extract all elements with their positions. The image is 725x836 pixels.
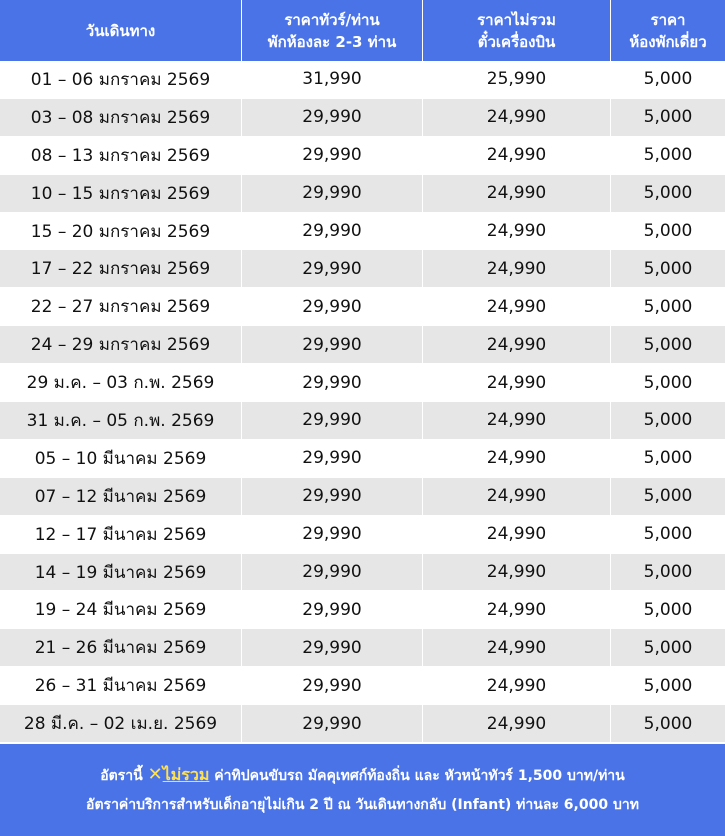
- cell-single: 5,000: [643, 334, 693, 355]
- cell-price: 31,990: [242, 61, 423, 98]
- cell-date: 28 มี.ค. – 02 เม.ย. 2569: [0, 705, 242, 742]
- cell-date: 05 – 10 มีนาคม 2569: [0, 440, 242, 477]
- footer-line1: [100, 760, 625, 791]
- cell-noflight: 24,990: [423, 705, 611, 742]
- header-noflight-line2: ตั๋วเครื่องบิน: [477, 32, 556, 51]
- cell-single: 5,000: [643, 410, 693, 431]
- cell-date: 15 – 20 มกราคม 2569: [0, 213, 242, 250]
- cell-date: 29 ม.ค. – 03 ก.พ. 2569: [0, 364, 242, 401]
- cell-price: 29,990: [242, 629, 423, 666]
- cell-noflight: 24,990: [423, 591, 611, 628]
- cell-date: 07 – 12 มีนาคม 2569: [0, 478, 242, 515]
- cell-noflight: 24,990: [423, 554, 611, 591]
- table-row: [0, 440, 725, 478]
- cell-price: 29,990: [242, 591, 423, 628]
- table-row: [0, 61, 725, 99]
- cell-noflight: 24,990: [423, 667, 611, 704]
- cell-date: 26 – 31 มีนาคม 2569: [0, 667, 242, 704]
- cell-price: 29,990: [242, 478, 423, 515]
- header-single-line2: ห้องพักเดี่ยว: [629, 32, 707, 51]
- table-row: [0, 705, 725, 743]
- footer-line1-prefix: อัตรานี้: [100, 768, 143, 784]
- cell-single: 5,000: [643, 258, 693, 279]
- x-mark-icon: ✕: [147, 764, 163, 785]
- cell-price: 29,990: [242, 137, 423, 174]
- cell-noflight: 24,990: [423, 175, 611, 212]
- cell-single: 5,000: [643, 599, 693, 620]
- cell-noflight: 24,990: [423, 213, 611, 250]
- cell-price: 29,990: [242, 516, 423, 553]
- cell-price: 29,990: [242, 667, 423, 704]
- cell-price: 29,990: [242, 250, 423, 287]
- cell-date: 01 – 06 มกราคม 2569: [0, 61, 242, 98]
- cell-single: 5,000: [643, 486, 693, 507]
- cell-single: 5,000: [643, 145, 693, 166]
- table-row: [0, 667, 725, 705]
- cell-date: 31 ม.ค. – 05 ก.พ. 2569: [0, 402, 242, 439]
- cell-price: 29,990: [242, 554, 423, 591]
- cell-single: 5,000: [643, 675, 693, 696]
- cell-date: 12 – 17 มีนาคม 2569: [0, 516, 242, 553]
- header-noflight-line1: ราคาไม่รวม: [477, 10, 556, 29]
- cell-date: 24 – 29 มกราคม 2569: [0, 326, 242, 363]
- header-date-label: วันเดินทาง: [85, 21, 156, 40]
- table-row: [0, 402, 725, 440]
- footer-note: [0, 744, 725, 836]
- footer-line2: อัตราค่าบริการสำหรับเด็กอายุไม่เกิน 2 ปี ณ วันเดินทางกลับ (Infant) ท่านละ 6,000 บาท: [86, 797, 639, 813]
- table-header: [0, 0, 725, 61]
- cell-price: 29,990: [242, 288, 423, 325]
- cell-single: 5,000: [643, 183, 693, 204]
- table-row: [0, 364, 725, 402]
- cell-noflight: 24,990: [423, 364, 611, 401]
- cell-date: 22 – 27 มกราคม 2569: [0, 288, 242, 325]
- cell-date: 10 – 15 มกราคม 2569: [0, 175, 242, 212]
- cell-single: 5,000: [643, 524, 693, 545]
- header-noflight: [423, 0, 611, 61]
- table-row: [0, 326, 725, 364]
- table-row: [0, 554, 725, 592]
- cell-price: 29,990: [242, 99, 423, 136]
- cell-date: 08 – 13 มกราคม 2569: [0, 137, 242, 174]
- table-row: [0, 250, 725, 288]
- table-row: [0, 288, 725, 326]
- table-row: [0, 591, 725, 629]
- cell-single: 5,000: [643, 69, 693, 90]
- header-price-line1: ราคาทัวร์/ท่าน: [284, 10, 380, 29]
- cell-date: 21 – 26 มีนาคม 2569: [0, 629, 242, 666]
- excluded-label: ไม่รวม: [162, 765, 210, 784]
- header-price-line2: พักห้องละ 2-3 ท่าน: [267, 32, 397, 51]
- cell-single: 5,000: [643, 221, 693, 241]
- cell-price: 29,990: [242, 175, 423, 212]
- cell-price: 29,990: [242, 213, 423, 250]
- cell-noflight: 24,990: [423, 326, 611, 363]
- cell-price: 29,990: [242, 364, 423, 401]
- cell-noflight: 24,990: [423, 516, 611, 553]
- table-row: [0, 99, 725, 137]
- table-row: [0, 478, 725, 516]
- cell-date: 19 – 24 มีนาคม 2569: [0, 591, 242, 628]
- cell-price: 29,990: [242, 402, 423, 439]
- cell-noflight: 24,990: [423, 250, 611, 287]
- cell-single: 5,000: [643, 713, 693, 734]
- cell-noflight: 24,990: [423, 629, 611, 666]
- cell-noflight: 24,990: [423, 288, 611, 325]
- cell-single: 5,000: [643, 372, 693, 393]
- cell-date: 14 – 19 มีนาคม 2569: [0, 554, 242, 591]
- table-row: [0, 516, 725, 554]
- cell-single: 5,000: [643, 107, 693, 128]
- cell-price: 29,990: [242, 440, 423, 477]
- cell-single: 5,000: [643, 296, 693, 317]
- cell-date: 03 – 08 มกราคม 2569: [0, 99, 242, 136]
- table-row: [0, 629, 725, 667]
- header-single: [611, 0, 725, 61]
- header-date: [0, 0, 242, 61]
- cell-noflight: 24,990: [423, 402, 611, 439]
- header-single-line1: ราคา: [650, 10, 686, 29]
- cell-noflight: 24,990: [423, 137, 611, 174]
- cell-noflight: 24,990: [423, 99, 611, 136]
- header-price: [242, 0, 423, 61]
- cell-single: 5,000: [643, 562, 693, 583]
- cell-price: 29,990: [242, 705, 423, 742]
- table-row: [0, 137, 725, 175]
- cell-noflight: 25,990: [423, 61, 611, 98]
- cell-single: 5,000: [643, 637, 693, 658]
- cell-noflight: 24,990: [423, 478, 611, 515]
- table-row: [0, 213, 725, 251]
- cell-date: 17 – 22 มกราคม 2569: [0, 250, 242, 287]
- cell-noflight: 24,990: [423, 440, 611, 477]
- cell-price: 29,990: [242, 326, 423, 363]
- footer-line1-rest: ค่าทิปคนขับรถ มัคคุเทศก์ท้องถิ่น และ หัวหน้าทัวร์ 1,500 บาท/ท่าน: [214, 768, 625, 784]
- cell-single: 5,000: [643, 448, 693, 469]
- table-row: [0, 175, 725, 213]
- table-body: [0, 61, 725, 743]
